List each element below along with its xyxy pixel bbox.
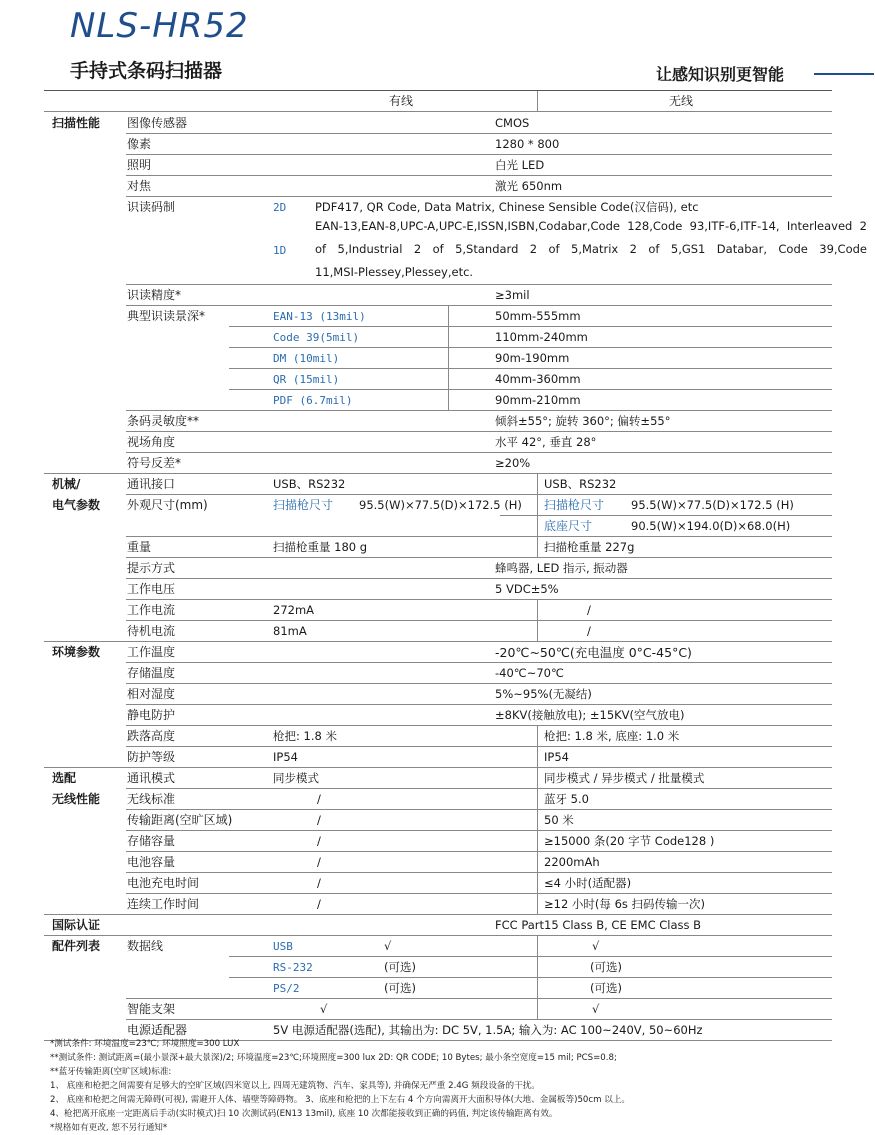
dof-code: PDF (6.7mil) [273,394,353,407]
group-label: 机械/ [52,477,81,491]
spec-label: 条码灵敏度** [127,414,200,428]
dim-sub-base: 底座尺寸 [544,519,593,533]
spec-value-wireless: 蓝牙 5.0 [544,792,589,806]
spec-label: 防护等级 [127,750,176,764]
spec-value: 倾斜±55°; 旋转 360°; 偏转±55° [495,414,671,428]
dim-value-wireless: 95.5(W)×77.5(D)×172.5 (H) [631,498,794,512]
spec-label: 视场角度 [127,435,176,449]
spec-row [44,155,832,176]
spec-label: 工作温度 [127,645,176,659]
dof-value: 110mm-240mm [495,330,588,344]
stand-wireless: √ [592,1002,600,1016]
spec-value-wired: 枪把: 1.8 米 [273,729,337,743]
dof-value: 40mm-360mm [495,372,581,386]
spec-label: 跌落高度 [127,729,176,743]
symbology-2d-value: PDF417, QR Code, Data Matrix, Chinese Sensible Code(汉信码), etc [315,200,699,214]
spec-value: -20℃~50℃(充电温度 0°C-45°C) [495,645,692,660]
spec-value-wireless: 同步模式 / 异步模式 / 批量模式 [544,771,705,785]
spec-value-wired: / [317,855,321,869]
spec-value: FCC Part15 Class B, CE EMC Class B [495,918,702,932]
spec-value-wired: 同步模式 [273,771,319,785]
spec-value-wired: / [317,792,321,806]
spec-value-wired: / [317,876,321,890]
cable-wired: (可选) [384,960,416,974]
accessory-row [44,978,832,999]
spec-value: 5V 电源适配器(选配), 其输出为: DC 5V, 1.5A; 输入为: AC 100~240V, 50~60Hz [273,1023,703,1037]
spec-value-wireless: ≥15000 条(20 字节 Code128 ) [544,834,715,848]
spec-label: 相对湿度 [127,687,176,701]
spec-row [44,285,832,306]
spec-value: ≥20% [495,456,531,470]
spec-label: 识读精度* [127,288,182,302]
column-divider [537,474,538,558]
spec-row [44,176,832,197]
spec-row [44,579,832,600]
dof-value: 50mm-555mm [495,309,581,323]
spec-label: 静电防护 [127,708,176,722]
spec-label: 电池容量 [127,855,176,869]
spec-row [44,621,832,642]
accessory-row [44,936,832,957]
spec-row [44,432,832,453]
spec-value-wired: 81mA [273,624,307,638]
cable-wired: (可选) [384,981,416,995]
spec-row [44,852,832,873]
spec-label: 提示方式 [127,561,176,575]
spec-row [44,453,832,474]
spec-value: -40℃~70℃ [495,666,564,680]
spec-value-wireless: ≥12 小时(每 6s 扫码传输一次) [544,897,706,911]
spec-value: ±8KV(接触放电); ±15KV(空气放电) [495,708,685,722]
spec-label: 图像传感器 [127,116,188,130]
spec-row [44,642,832,663]
spec-label: 照明 [127,158,152,172]
spec-label: 符号反差* [127,456,182,470]
dim-value-wired: 95.5(W)×77.5(D)×172.5 (H) [359,498,522,512]
dof-divider [448,306,449,411]
column-divider [537,600,538,642]
dof-row [44,348,832,369]
spec-row [44,726,832,747]
product-title: 手持式条码扫描器 [70,60,223,82]
spec-row [44,537,832,558]
dof-code: QR (15mil) [273,373,340,386]
column-wired: 有线 [389,94,414,108]
symbology-2d-tag: 2D [273,201,287,214]
group-label: 电气参数 [52,498,101,512]
column-divider [537,768,538,915]
footnote: 2、 底座和枪把之间需无障碍(可视), 需避开人体、墙壁等障碍物。 3、底座和枪把的上下左右 4 个方向需离开大面积导体(大地、金属板等)50cm 以上。 [50,1095,631,1105]
footnote: 1、 底座和枪把之间需要有足够大的空旷区域(四米宽以上, 四周无建筑物、汽车、家具等), 并确保无严重 2.4G 频段设备的干扰。 [50,1081,540,1091]
spec-value: 1280 * 800 [495,137,560,151]
spec-row [44,600,832,621]
spec-value-wired: / [317,834,321,848]
spec-value: 激光 650nm [495,179,563,193]
spec-label: 电源适配器 [127,1023,188,1037]
spec-row [44,747,832,768]
group-label: 配件列表 [52,939,101,953]
spec-label: 存储容量 [127,834,176,848]
spec-row [44,134,832,155]
footnote: **蓝牙传输距离(空旷区域)标准: [50,1067,172,1077]
spec-row [44,516,832,537]
footnote: **测试条件: 测试距离=(最小景深+最大景深)/2; 环境温度=23℃;环境照度=300 lux 2D: QR CODE; 10 Bytes; 最小条空宽度=15 mil; PCS=0.8; [50,1053,617,1063]
spec-label: 工作电压 [127,582,176,596]
dof-row [44,306,832,327]
group-label: 国际认证 [52,918,101,932]
column-divider [537,936,538,1020]
dof-row [44,390,832,411]
spec-label: 重量 [127,540,152,554]
spec-label: 数据线 [127,939,164,953]
spec-value-wireless: USB、RS232 [544,477,617,491]
stand-wired: √ [320,1002,328,1016]
dof-row [44,327,832,348]
spec-row [44,894,832,915]
symbology-1d-tag: 1D [273,244,287,257]
spec-value: 5 VDC±5% [495,582,559,596]
spec-value-wireless: / [587,603,591,617]
spec-row [44,474,832,495]
dim-value-base: 90.5(W)×194.0(D)×68.0(H) [631,519,791,533]
spec-label: 电池充电时间 [127,876,200,890]
dim-sub-wireless: 扫描枪尺寸 [544,498,605,512]
spec-label: 存储温度 [127,666,176,680]
dof-row [44,369,832,390]
column-wireless: 无线 [669,94,694,108]
spec-value: 蜂鸣器, LED 指示, 振动器 [495,561,628,575]
spec-label: 外观尺寸(mm) [127,498,208,512]
spec-value: CMOS [495,116,530,130]
spec-label: 像素 [127,137,152,151]
spec-row [44,768,832,789]
spec-value-wireless: 扫描枪重量 227g [544,540,635,554]
cable-wireless: (可选) [590,981,622,995]
footnote: 4、枪把离开底座一定距离后手动(实时模式)扫 10 次测试码(EN13 13mil), 底座 10 次都能接收到正确的码值, 判定该传输距离有效。 [50,1109,558,1119]
spec-row [44,789,832,810]
spec-row [44,663,832,684]
spec-label: 通讯接口 [127,477,176,491]
dim-sub-wired: 扫描枪尺寸 [273,498,334,512]
group-label: 无线性能 [52,792,101,806]
footnote: *测试条件: 环境温度=23℃; 环境照度=300 LUX [50,1039,240,1049]
dof-code: Code 39(5mil) [273,331,360,344]
group-label: 扫描性能 [52,116,101,130]
spec-value-wired: / [317,813,321,827]
spec-value: 白光 LED [495,158,545,172]
spec-value-wireless: IP54 [544,750,569,764]
column-divider [537,91,538,112]
spec-row [44,558,832,579]
spec-value-wired: USB、RS232 [273,477,346,491]
spec-row [44,831,832,852]
dof-code: EAN-13 (13mil) [273,310,366,323]
cable-code: USB [273,940,293,953]
accessory-row [44,999,832,1020]
cable-code: PS/2 [273,982,300,995]
accessory-row [44,957,832,978]
spec-label: 识读码制 [127,200,176,214]
spec-row [44,873,832,894]
group-label: 环境参数 [52,645,101,659]
dof-value: 90m-190mm [495,351,570,365]
dof-code: DM (10mil) [273,352,340,365]
spec-value-wired: / [317,897,321,911]
spec-label: 待机电流 [127,624,176,638]
spec-label: 智能支架 [127,1002,176,1016]
cable-wireless: √ [592,939,600,953]
spec-row [44,915,832,936]
symbology-1d-value: EAN-13,EAN-8,UPC-A,UPC-E,ISSN,ISBN,Codabar,Code 128,Code 93,ITF-6,ITF-14, Interleaved 2 of 5,Industrial 2 of 5,Standard 2 of 5,Matrix 2 of 5,GS1 Databar, Code 39,Code 11,MSI-Plessey,Plessey,etc. [315,219,867,279]
spec-row [44,684,832,705]
spec-value-wireless: 50 米 [544,813,574,827]
spec-value-wireless: 2200mAh [544,855,600,869]
spec-row [44,810,832,831]
symbology-row [44,197,867,285]
cable-wireless: (可选) [590,960,622,974]
group-label: 选配 [52,771,77,785]
spec-label: 对焦 [127,179,152,193]
spec-label: 通讯模式 [127,771,176,785]
slogan-rule [814,73,874,75]
spec-value: ≥3mil [495,288,530,302]
spec-row [44,411,832,432]
spec-label: 连续工作时间 [127,897,200,911]
footnote: *规格如有更改, 恕不另行通知* [50,1123,168,1133]
spec-row [44,113,832,134]
spec-value: 5%~95%(无凝结) [495,687,592,701]
spec-value-wired: 扫描枪重量 180 g [273,540,368,554]
spec-row [44,705,832,726]
spec-value-wireless: ≤4 小时(适配器) [544,876,632,890]
spec-value: 水平 42°, 垂直 28° [495,435,597,449]
spec-label: 工作电流 [127,603,176,617]
spec-label: 无线标准 [127,792,176,806]
spec-value-wireless: / [587,624,591,638]
spec-value-wired: 272mA [273,603,315,617]
spec-value-wired: IP54 [273,750,298,764]
cable-wired: √ [384,939,392,953]
slogan: 让感知识别更智能 [656,65,785,84]
cable-code: RS-232 [273,961,313,974]
spec-label: 传输距离(空旷区域) [127,813,233,827]
column-header-row [44,91,832,112]
spec-label: 典型识读景深* [127,309,206,323]
model-name: NLS-HR52 [70,6,249,46]
column-divider [537,726,538,768]
spec-value-wireless: 枪把: 1.8 米, 底座: 1.0 米 [544,729,680,743]
spec-row [44,495,832,516]
dof-value: 90mm-210mm [495,393,581,407]
